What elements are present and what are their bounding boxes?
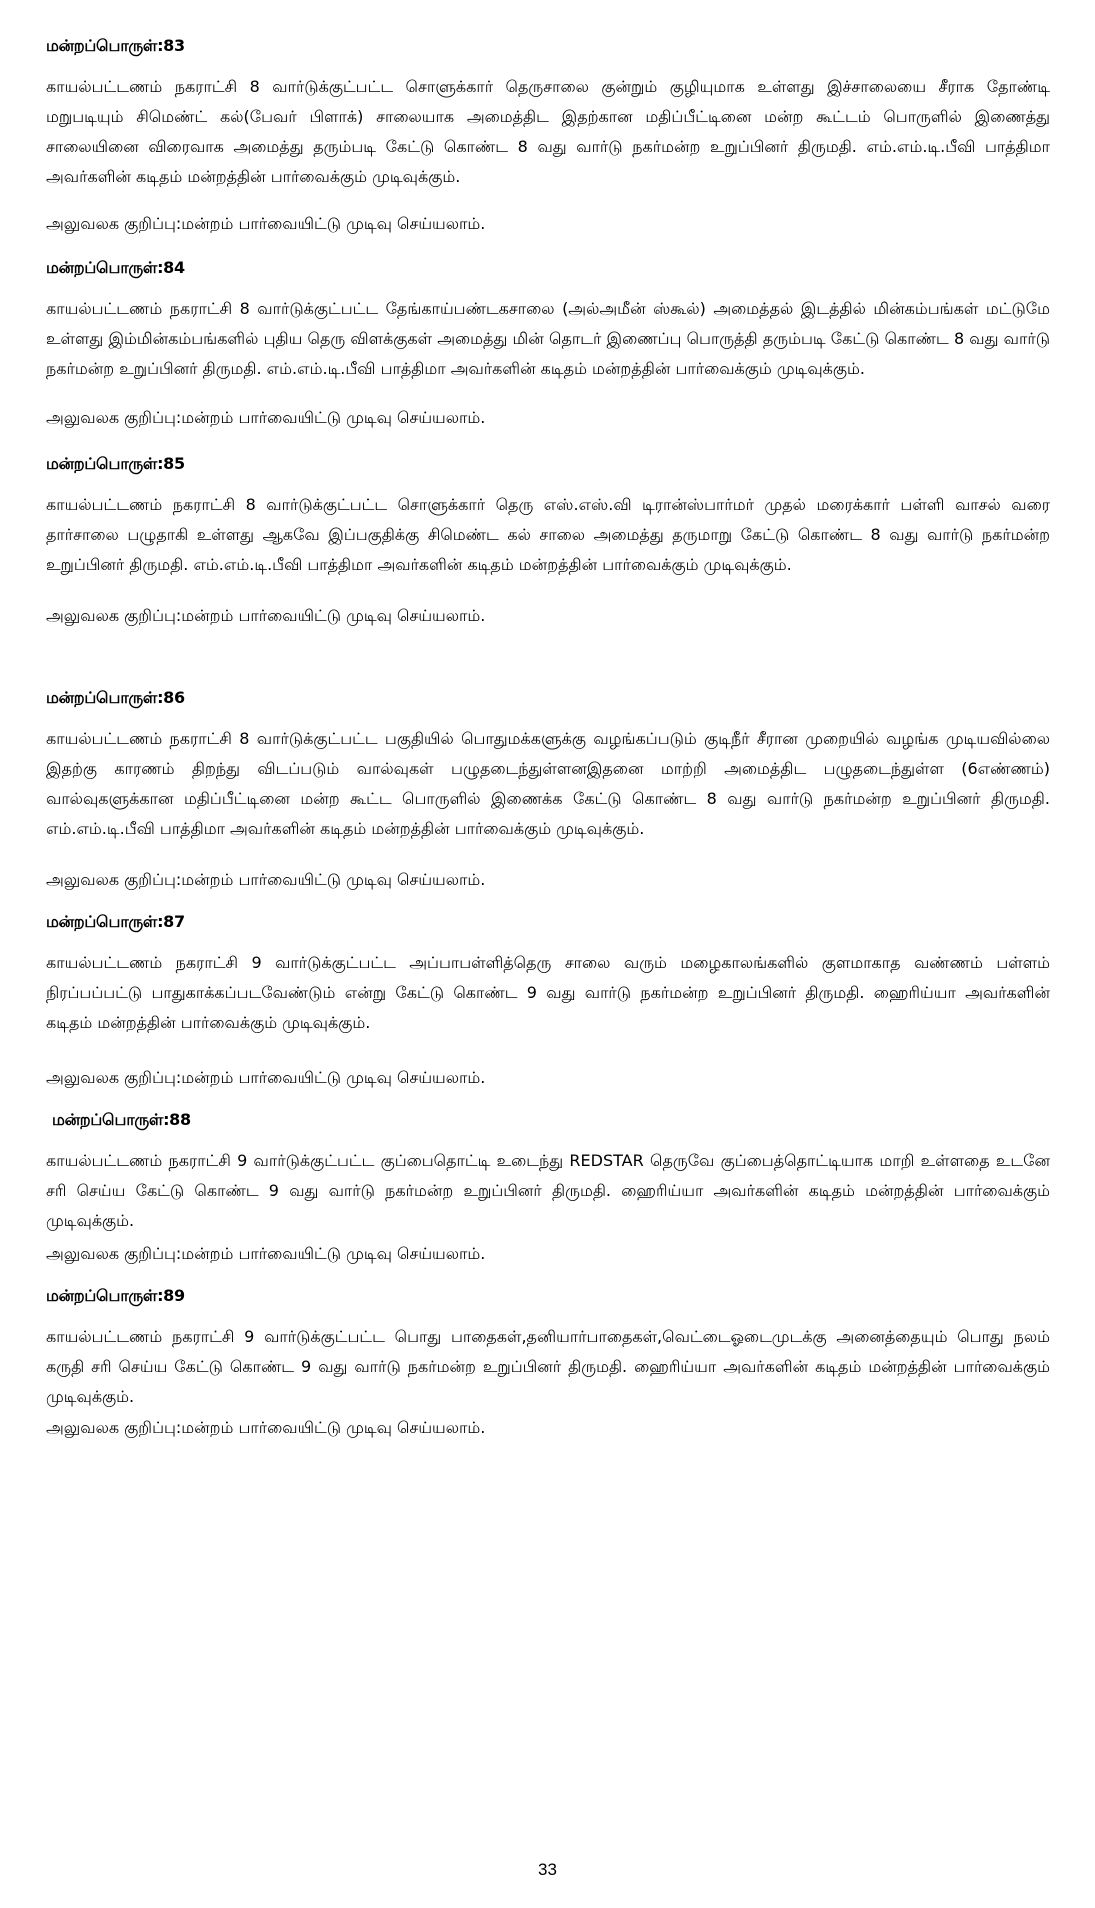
item-body: காயல்பட்டணம் நகராட்சி 8 வார்டுக்குட்பட்ட சொளுக்கார் தெருசாலை குன்றும் குழியுமாக உள்ளது இச்சாலையை சீராக தோண்டி மறுபடியும் சிமெண்ட் கல்(பேவர் பிளாக்) சாலையாக அமைத்திட இதற்கான மதிப்பீட்டினை மன்ற கூட்டம் பொருளில் இணைத்து சாலையினை விரைவாக அமைத்து தரும்படி கேட்டு கொண்ட 8 வது வார்டு நகர்மன்ற உறுப்பினர் திருமதி. எம்.எம்.டி.பீவி பாத்திமா அவர்களின் கடிதம் மன்றத்தின் பார்வைக்கும் முடிவுக்கும். (46, 77, 1051, 186)
office-note: அலுவலக குறிப்பு:மன்றம் பார்வையிட்டு முடிவு செய்யலாம். (46, 408, 486, 427)
item-heading: மன்றப்பொருள்:89 (46, 1286, 185, 1305)
item-body: காயல்பட்டணம் நகராட்சி 8 வார்டுக்குட்பட்ட பகுதியில் பொதுமக்களுக்கு வழங்கப்படும் குடிநீர் சீரான முறையில் வழங்க முடியவில்லை இதற்கு காரணம் திறந்து விடப்படும் வால்வுகள் பழுதடைந்துள்ளனஇதனை மாற்றி அமைத்திட பழுதடைந்துள்ள (6எண்ணம்) வால்வுகளுக்கான மதிப்பீட்டினை மன்ற கூட்ட பொருளில் இணைக்க கேட்டு கொண்ட 8 வது வார்டு நகர்மன்ற உறுப்பினர் திருமதி. எம்.எம்.டி.பீவி பாத்திமா அவர்களின் கடிதம் மன்றத்தின் பார்வைக்கும் முடிவுக்கும். (46, 729, 1050, 838)
item-body: காயல்பட்டணம் நகராட்சி 8 வார்டுக்குட்பட்ட தேங்காய்பண்டகசாலை (அல்அமீன் ஸ்கூல்) அமைத்தல் இடத்தில் மின்கம்பங்கள் மட்டுமே உள்ளது இம்மின்கம்பங்களில் புதிய தெரு விளக்குகள் அமைத்து மின் தொடர் இணைப்பு பொருத்தி தரும்படி கேட்டு கொண்ட 8 வது வார்டு நகர்மன்ற உறுப்பினர் திருமதி. எம்.எம்.டி.பீவி பாத்திமா அவர்களின் கடிதம் மன்றத்தின் பார்வைக்கும் முடிவுக்கும். (46, 299, 1050, 378)
office-note: அலுவலக குறிப்பு:மன்றம் பார்வையிட்டு முடிவு செய்யலாம். (46, 1244, 486, 1263)
item-body: காயல்பட்டணம் நகராட்சி 8 வார்டுக்குட்பட்ட சொளுக்கார் தெரு எஸ்.எஸ்.வி டிரான்ஸ்பார்மர் முதல் மரைக்கார் பள்ளி வாசல் வரை தார்சாலை பழுதாகி உள்ளது ஆகவே இப்பகுதிக்கு சிமெண்ட கல் சாலை அமைத்து தருமாறு கேட்டு கொண்ட 8 வது வார்டு நகர்மன்ற உறுப்பினர் திருமதி. எம்.எம்.டி.பீவி பாத்திமா அவர்களின் கடிதம் மன்றத்தின் பார்வைக்கும் முடிவுக்கும். (46, 495, 1050, 574)
item-body: காயல்பட்டணம் நகராட்சி 9 வார்டுக்குட்பட்ட குப்பைதொட்டி உடைந்து REDSTAR தெருவே குப்பைத்தொட்டியாக மாறி உள்ளதை உடனே சரி செய்ய கேட்டு கொண்ட 9 வது வார்டு நகர்மன்ற உறுப்பினர் திருமதி. ஹைரிய்யா அவர்களின் கடிதம் மன்றத்தின் பார்வைக்கும் முடிவுக்கும். (46, 1151, 1050, 1230)
page-number: 33 (538, 1860, 557, 1879)
item-heading: மன்றப்பொருள்:88 (52, 1110, 191, 1129)
office-note: அலுவலக குறிப்பு:மன்றம் பார்வையிட்டு முடிவு செய்யலாம். (46, 1068, 486, 1087)
item-heading: மன்றப்பொருள்:84 (46, 258, 185, 277)
item-heading: மன்றப்பொருள்:87 (46, 912, 185, 931)
item-heading: மன்றப்பொருள்:83 (46, 36, 185, 55)
office-note: அலுவலக குறிப்பு:மன்றம் பார்வையிட்டு முடிவு செய்யலாம். (46, 870, 486, 889)
item-heading: மன்றப்பொருள்:86 (46, 688, 185, 707)
item-body: காயல்பட்டணம் நகராட்சி 9 வார்டுக்குட்பட்ட பொது பாதைகள்,தனியார்பாதைகள்,வெட்டைஓடைமுடக்கு அனைத்தையும் பொது நலம் கருதி சரி செய்ய கேட்டு கொண்ட 9 வது வார்டு நகர்மன்ற உறுப்பினர் திருமதி. ஹைரிய்யா அவர்களின் கடிதம் மன்றத்தின் பார்வைக்கும் முடிவுக்கும். (46, 1327, 1050, 1406)
office-note: அலுவலக குறிப்பு:மன்றம் பார்வையிட்டு முடிவு செய்யலாம். (46, 606, 486, 625)
office-note: அலுவலக குறிப்பு:மன்றம் பார்வையிட்டு முடிவு செய்யலாம். (46, 214, 486, 233)
item-heading: மன்றப்பொருள்:85 (46, 454, 185, 473)
office-note: அலுவலக குறிப்பு:மன்றம் பார்வையிட்டு முடிவு செய்யலாம். (46, 1418, 486, 1437)
item-body: காயல்பட்டணம் நகராட்சி 9 வார்டுக்குட்பட்ட அப்பாபள்ளித்தெரு சாலை வரும் மழைகாலங்களில் குளமாகாத வண்ணம் பள்ளம் நிரப்பப்பட்டு பாதுகாக்கப்படவேண்டும் என்று கேட்டு கொண்ட 9 வது வார்டு நகர்மன்ற உறுப்பினர் திருமதி. ஹைரிய்யா அவர்களின் கடிதம் மன்றத்தின் பார்வைக்கும் முடிவுக்கும். (46, 953, 1050, 1032)
